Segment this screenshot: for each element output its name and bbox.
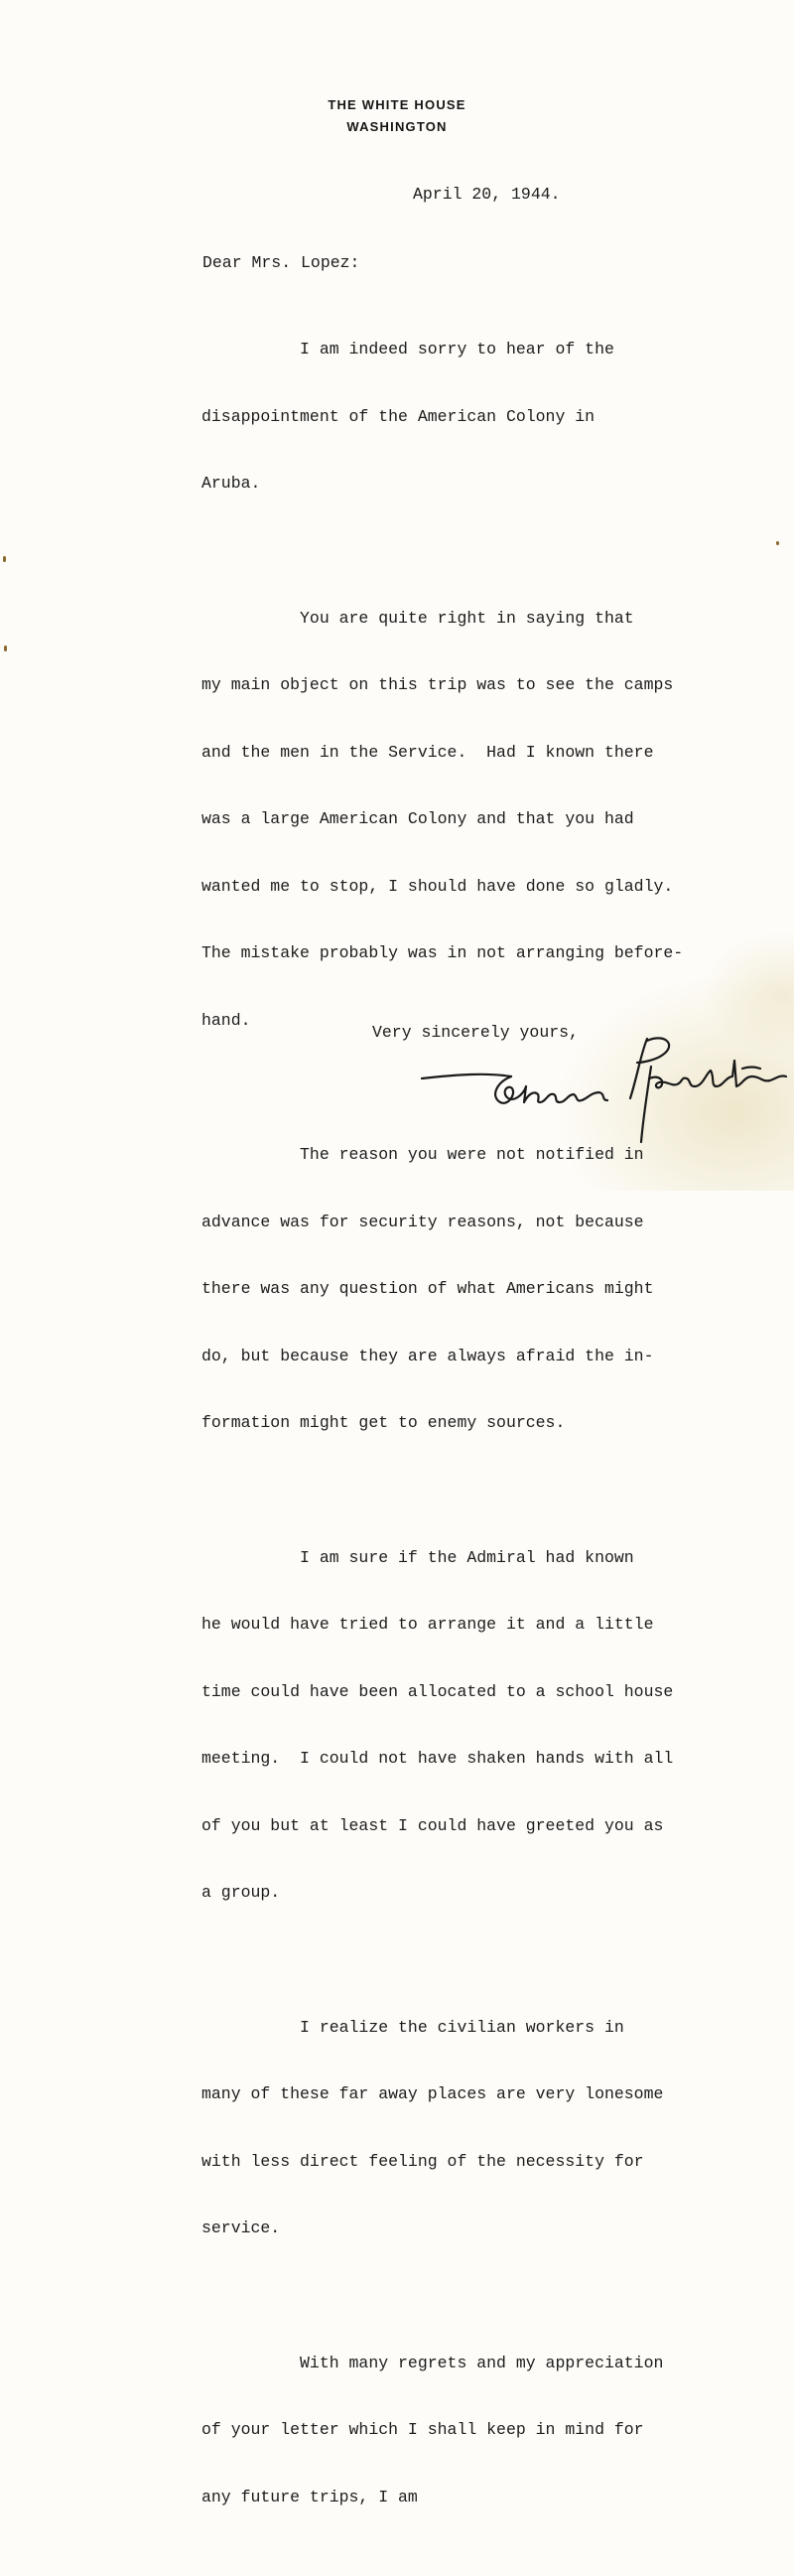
text-line: many of these far away places are very lonesome xyxy=(201,2084,664,2103)
text-line: of your letter which I shall keep in mind for xyxy=(201,2420,644,2439)
text-line: he would have tried to arrange it and a little xyxy=(201,1615,654,1634)
text-line: hand. xyxy=(201,1010,251,1030)
text-line: do, but because they are always afraid the in- xyxy=(201,1346,654,1365)
text-line: disappointment of the American Colony in xyxy=(201,406,596,426)
text-line: I realize the civilian workers in xyxy=(201,2017,624,2037)
paragraph xyxy=(201,1503,767,1949)
paragraph xyxy=(201,563,767,1077)
paragraph xyxy=(201,1972,767,2285)
text-line: and the men in the Service. Had I known there xyxy=(201,742,654,762)
text-line: was a large American Colony and that you had xyxy=(201,809,634,828)
text-line: there was any question of what Americans might xyxy=(201,1279,654,1298)
handwritten-signature xyxy=(417,1033,794,1152)
text-line: With many regrets and my appreciation xyxy=(201,2353,664,2372)
closing: Very sincerely yours, xyxy=(372,1023,579,1042)
text-line: of you but at least I could have greeted you as xyxy=(201,1815,664,1835)
text-line: The reason you were not notified in xyxy=(201,1145,644,1164)
text-line: a group. xyxy=(201,1883,281,1902)
signature-strokes xyxy=(422,1038,786,1142)
letterhead-location: WASHINGTON xyxy=(346,119,448,134)
paragraph xyxy=(201,294,767,540)
text-line: any future trips, I am xyxy=(201,2487,418,2506)
text-line: I am indeed sorry to hear of the xyxy=(201,340,614,358)
paper-speck xyxy=(3,556,6,562)
paper-speck xyxy=(776,541,779,545)
text-line: my main object on this trip was to see the camps xyxy=(201,675,674,694)
letterhead xyxy=(0,94,794,138)
text-line: with less direct feeling of the necessity for xyxy=(201,2151,644,2171)
letter-date: April 20, 1944. xyxy=(413,185,561,204)
letterhead-title: THE WHITE HOUSE xyxy=(328,97,466,112)
text-line: I am sure if the Admiral had known xyxy=(201,1547,634,1567)
text-line: meeting. I could not have shaken hands with all xyxy=(201,1749,674,1768)
text-line: wanted me to stop, I should have done so gladly. xyxy=(201,876,674,896)
text-line: You are quite right in saying that xyxy=(201,608,634,628)
paper-speck xyxy=(4,645,7,651)
letter-body xyxy=(201,294,767,2576)
text-line: The mistake probably was in not arranging before- xyxy=(201,943,684,962)
paragraph xyxy=(201,1099,767,1480)
text-line: formation might get to enemy sources. xyxy=(201,1413,566,1432)
text-line: time could have been allocated to a school house xyxy=(201,1681,674,1701)
text-line: service. xyxy=(201,2218,281,2237)
text-line: Aruba. xyxy=(201,474,261,493)
salutation: Dear Mrs. Lopez: xyxy=(202,253,360,272)
text-line: advance was for security reasons, not because xyxy=(201,1212,644,1231)
paragraph xyxy=(201,2308,767,2554)
